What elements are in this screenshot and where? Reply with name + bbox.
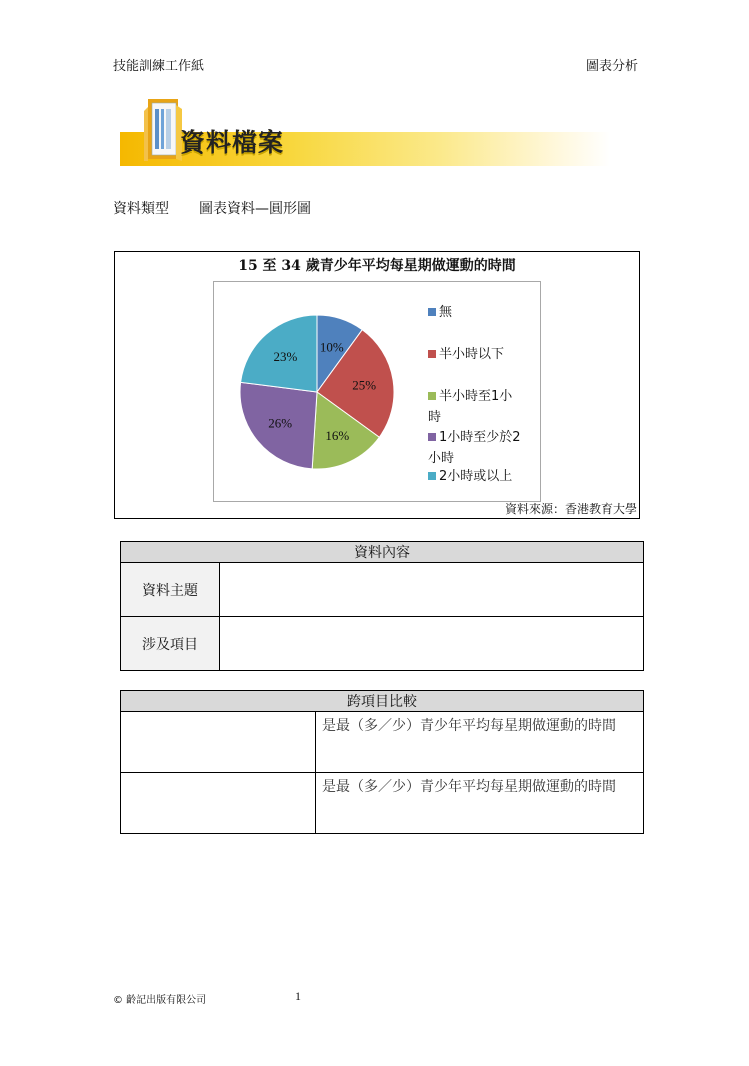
content-table-header: 資料內容 [121, 542, 644, 563]
folder-icon [140, 97, 184, 163]
legend-label: 時 [428, 410, 442, 425]
legend-item-4 [428, 427, 536, 469]
legend-item-5 [428, 466, 536, 487]
compare-blank-2[interactable] [121, 773, 316, 834]
pie-label-3: 16% [325, 428, 350, 444]
legend-item-2 [428, 344, 536, 365]
legend-swatch [428, 350, 436, 358]
page-number: 1 [295, 989, 301, 1003]
chart-container [114, 251, 640, 519]
row-label-topic: 資料主題 [121, 563, 220, 617]
compare-table-header: 跨項目比較 [121, 691, 644, 712]
legend-item-1 [428, 302, 536, 323]
legend-swatch [428, 433, 436, 441]
legend-label: 1小時至少於2 [439, 430, 521, 445]
header-right: 圖表分析 [585, 59, 638, 74]
data-type-label: 資料類型 [113, 201, 169, 217]
legend-label: 半小時至1小 [439, 389, 513, 404]
data-type-value: 圖表資料—圓形圖 [199, 201, 311, 217]
table-row [121, 563, 644, 617]
section-banner [118, 95, 610, 175]
pie-label-4: 26% [268, 415, 293, 431]
legend-label: 半小時以下 [439, 347, 505, 362]
compare-text-2: 是最（多／少）青少年平均每星期做運動的時間 [316, 773, 644, 834]
pie-chart [214, 282, 424, 501]
plot-area [213, 281, 541, 502]
row-value-topic[interactable] [220, 563, 644, 617]
row-value-items[interactable] [220, 617, 644, 671]
table-row [121, 773, 644, 834]
legend-swatch [428, 392, 436, 400]
legend-label: 無 [439, 305, 453, 320]
footer-copyright: © 齡記出版有限公司 [113, 995, 207, 1006]
compare-blank-1[interactable] [121, 712, 316, 773]
pie-label-5: 23% [273, 349, 298, 365]
pie-label-1: 10% [319, 339, 344, 355]
table-row [121, 712, 644, 773]
banner-title: 資料檔案 [180, 128, 285, 157]
pie-label-2: 25% [352, 377, 377, 393]
row-label-items: 涉及項目 [121, 617, 220, 671]
compare-text-1: 是最（多／少）青少年平均每星期做運動的時間 [316, 712, 644, 773]
compare-table [120, 690, 644, 834]
chart-title: 15 至 34 歲青少年平均每星期做運動的時間 [238, 258, 516, 274]
legend-swatch [428, 308, 436, 316]
content-table [120, 541, 644, 671]
data-type-row [113, 198, 311, 218]
chart-source: 資料來源：香港教育大學 [504, 502, 637, 516]
legend-item-3 [428, 386, 536, 428]
legend-label: 小時 [428, 451, 455, 466]
table-row [121, 617, 644, 671]
header-left: 技能訓練工作紙 [113, 59, 205, 74]
legend-swatch [428, 472, 436, 480]
legend-label: 2小時或以上 [439, 469, 513, 484]
